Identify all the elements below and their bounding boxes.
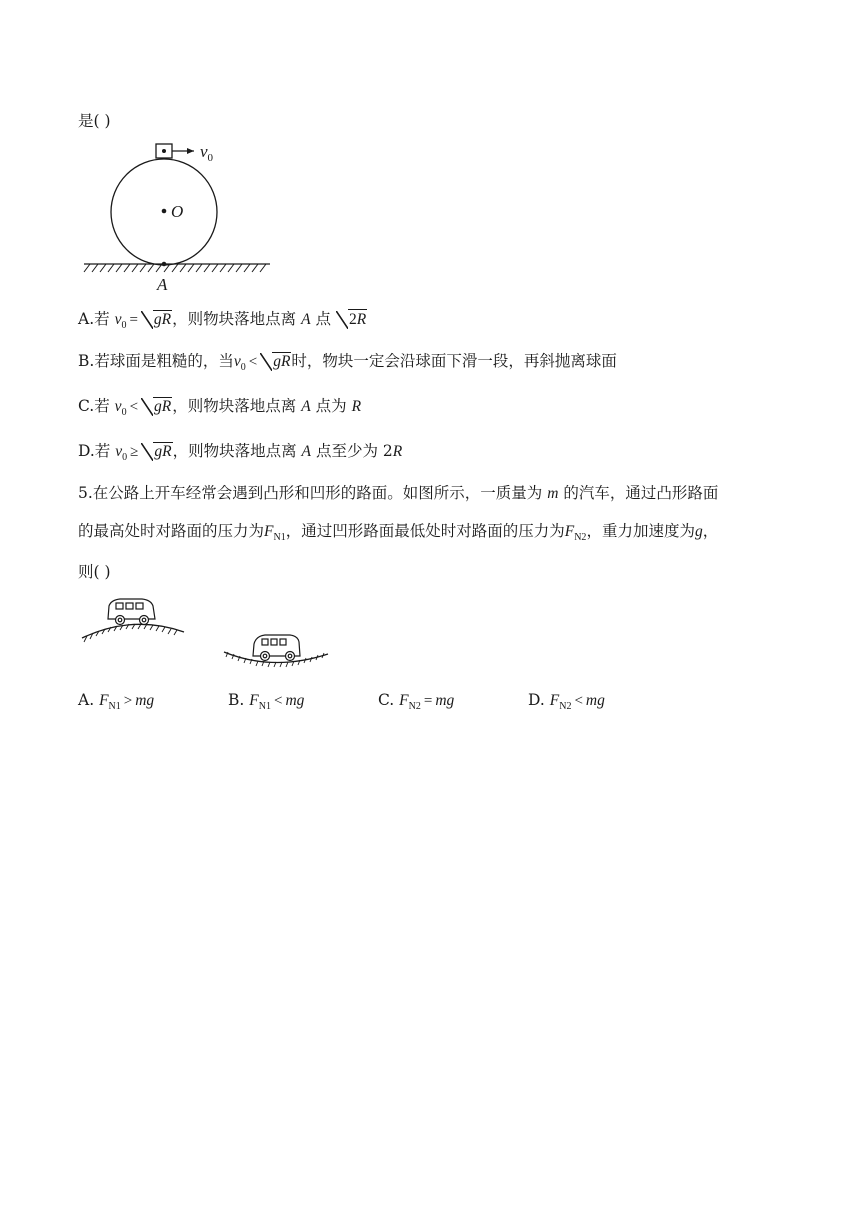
q5-option-b[interactable]: B. $F_{N1}$ < mg [228,691,305,712]
ground-hatch [84,264,266,272]
sqrt-symbol: gR [141,395,172,418]
q4-option-c[interactable]: C.若 $v_0$ < gR，则物块落地点离 A 点为 R [78,397,362,418]
q5-option-a[interactable]: A. $F_{N1}$ > mg [78,691,155,712]
center-label: O [171,202,184,221]
q4-sphere-diagram [78,138,278,294]
sqrt-symbol: gR [141,308,172,331]
point-a-label: A [157,275,168,294]
q5-stem-line-2: 的最高处时对路面的压力为$F_{N1}$，通过凹形路面最低处时对路面的压力为$F_{N2}$，重力加速度为g， [78,522,719,543]
q4-option-d[interactable]: D.若 $v_0$ ≥ gR，则物块落地点离 A 点至少为 2R [78,442,403,463]
sqrt-symbol: gR [260,350,291,373]
velocity-arrow [187,148,194,154]
velocity-label: $v_0$ [200,142,214,164]
sqrt-symbol: gR [141,440,172,463]
car-on-convex-road [108,599,155,625]
convex-road [82,624,184,638]
q5-stem-line-3: 则( ) [78,563,111,581]
center-dot [162,209,167,214]
q5-stem-line-1: 5.在公路上开车经常会遇到凸形和凹形的路面。如图所示，一质量为 m 的汽车，通过凸形路面 [78,484,719,502]
q5-option-c[interactable]: C. $F_{N2}$ = mg [378,691,455,712]
car-on-concave-road [253,635,300,661]
q4-option-a[interactable]: A.若 $v_0$ = gR，则物块落地点离 A 点 2R [78,310,367,331]
q4-option-b[interactable]: B.若球面是粗糙的，当$v_0$ < gR时，物块一定会沿球面下滑一段，再斜抛离球面 [78,352,617,373]
sqrt-symbol: 2R [336,308,367,331]
point-a-dot [162,262,167,267]
q5-roads-diagram [78,594,338,674]
q4-stem-tail: 是( ) [78,112,111,130]
block-dot [162,149,166,153]
q5-option-d[interactable]: D. $F_{N2}$ < mg [528,691,605,712]
